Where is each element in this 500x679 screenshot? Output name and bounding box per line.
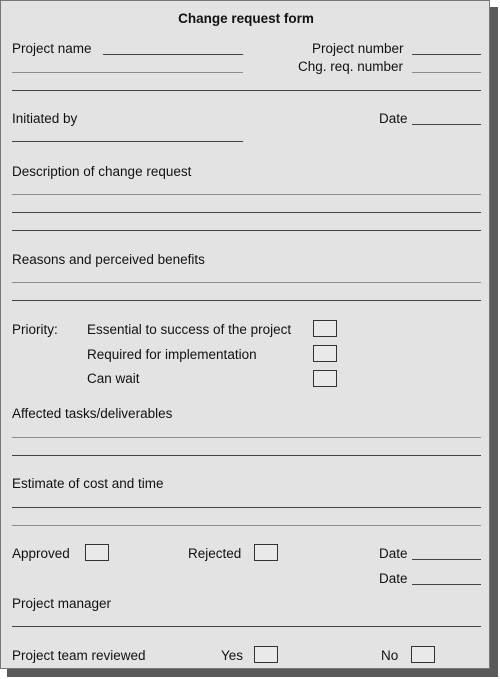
description-label: Description of change request <box>12 164 192 179</box>
yes-label: Yes <box>221 648 244 663</box>
project-name-field[interactable] <box>103 54 243 55</box>
description-line-3[interactable] <box>12 230 481 231</box>
project-manager-label: Project manager <box>12 596 112 611</box>
affected-label: Affected tasks/deliverables <box>12 406 173 421</box>
no-label: No <box>381 648 399 663</box>
reasons-line-2[interactable] <box>12 300 481 301</box>
project-number-label: Project number <box>312 41 404 56</box>
approved-label: Approved <box>12 546 70 561</box>
estimate-line-2[interactable] <box>12 525 481 526</box>
date-label-initiated: Date <box>379 111 408 126</box>
project-manager-field[interactable] <box>12 626 481 627</box>
affected-line-1[interactable] <box>12 437 481 438</box>
priority-option-essential: Essential to success of the project <box>87 322 292 337</box>
project-name-field-line-2[interactable] <box>12 72 243 73</box>
date-label-approval: Date <box>379 546 408 561</box>
date-field-approval[interactable] <box>412 559 481 560</box>
form-title: Change request form <box>178 11 314 26</box>
description-line-2[interactable] <box>12 212 481 213</box>
initiated-by-label: Initiated by <box>12 111 78 126</box>
team-reviewed-label: Project team reviewed <box>12 648 146 663</box>
no-checkbox[interactable] <box>411 646 435 663</box>
section-divider <box>12 90 481 91</box>
chg-req-number-field[interactable] <box>412 72 481 73</box>
date-field-initiated[interactable] <box>412 124 481 125</box>
rejected-checkbox[interactable] <box>254 544 278 561</box>
priority-option-required: Required for implementation <box>87 347 257 362</box>
estimate-line-1[interactable] <box>12 507 481 508</box>
project-name-label: Project name <box>12 41 92 56</box>
priority-required-checkbox[interactable] <box>313 345 337 362</box>
priority-option-can-wait: Can wait <box>87 371 140 386</box>
date-label-manager: Date <box>379 571 408 586</box>
chg-req-number-label: Chg. req. number <box>298 59 404 74</box>
affected-line-2[interactable] <box>12 455 481 456</box>
rejected-label: Rejected <box>188 546 242 561</box>
date-field-manager[interactable] <box>412 584 481 585</box>
project-number-field[interactable] <box>412 54 481 55</box>
reasons-label: Reasons and perceived benefits <box>12 252 205 267</box>
yes-checkbox[interactable] <box>254 646 278 663</box>
priority-label: Priority: <box>12 322 58 337</box>
priority-can-wait-checkbox[interactable] <box>313 370 337 387</box>
estimate-label: Estimate of cost and time <box>12 476 164 491</box>
approved-checkbox[interactable] <box>85 544 109 561</box>
reasons-line-1[interactable] <box>12 282 481 283</box>
priority-essential-checkbox[interactable] <box>313 320 337 337</box>
description-line-1[interactable] <box>12 194 481 195</box>
initiated-by-field[interactable] <box>12 141 243 142</box>
